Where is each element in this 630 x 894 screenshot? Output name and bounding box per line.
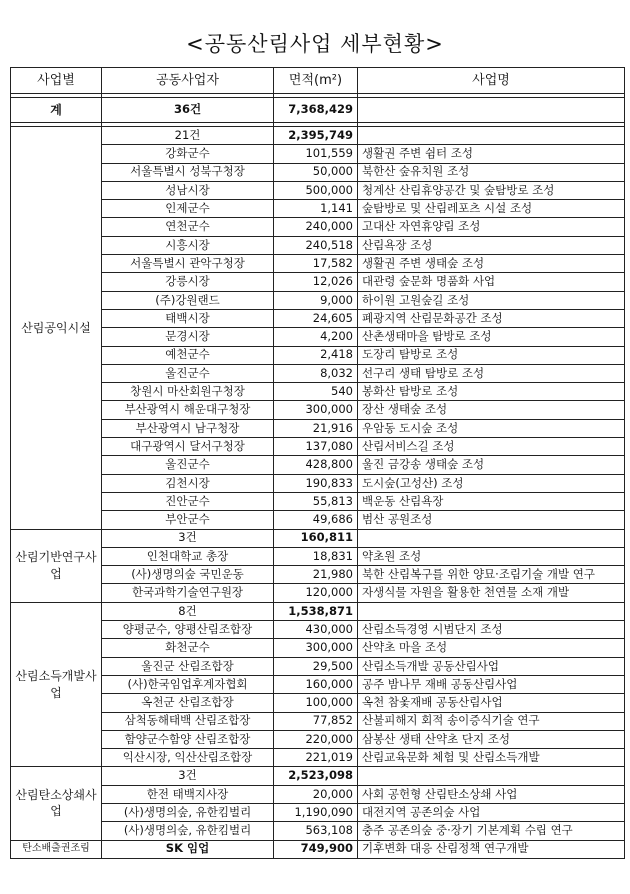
group-summary-row bbox=[11, 602, 625, 620]
table-row bbox=[11, 803, 625, 821]
table-row bbox=[11, 438, 625, 456]
table-row bbox=[11, 456, 625, 474]
area-cell: 300,000 bbox=[274, 401, 358, 419]
area-cell: 50,000 bbox=[274, 163, 358, 181]
table-row bbox=[11, 181, 625, 199]
business-cell: 범산 공원조성 bbox=[358, 511, 625, 529]
company-cell: 부산광역시 해운대구청장 bbox=[102, 401, 274, 419]
company-cell: (사)생명의숲 국민운동 bbox=[102, 566, 274, 584]
total-label: 계 bbox=[11, 98, 102, 123]
last-area: 749,900 bbox=[274, 840, 358, 858]
group-category: 산림공익시설 bbox=[11, 127, 102, 530]
business-cell: 생활권 주변 쉼터 조성 bbox=[358, 145, 625, 163]
area-cell: 220,000 bbox=[274, 730, 358, 748]
area-cell: 21,916 bbox=[274, 419, 358, 437]
total-count: 36건 bbox=[102, 98, 274, 123]
company-cell: 양평군수, 양평산림조합장 bbox=[102, 621, 274, 639]
area-cell: 120,000 bbox=[274, 584, 358, 602]
area-cell: 9,000 bbox=[274, 291, 358, 309]
area-cell: 240,000 bbox=[274, 218, 358, 236]
area-cell: 100,000 bbox=[274, 694, 358, 712]
table-row bbox=[11, 547, 625, 565]
area-cell: 17,582 bbox=[274, 255, 358, 273]
company-cell: 문경시장 bbox=[102, 328, 274, 346]
area-cell: 21,980 bbox=[274, 566, 358, 584]
company-cell: (사)생명의숲, 유한킴벌리 bbox=[102, 822, 274, 840]
table-row bbox=[11, 200, 625, 218]
group-count: 21건 bbox=[102, 127, 274, 145]
group-count: 3건 bbox=[102, 767, 274, 785]
company-cell: 김천시장 bbox=[102, 474, 274, 492]
business-cell: 숲탐방로 및 산림레포츠 시설 조성 bbox=[358, 200, 625, 218]
area-cell: 4,200 bbox=[274, 328, 358, 346]
company-cell: 한국과학기술연구원장 bbox=[102, 584, 274, 602]
header-row bbox=[11, 68, 625, 94]
business-cell: 도시숲(고성산) 조성 bbox=[358, 474, 625, 492]
area-cell: 137,080 bbox=[274, 438, 358, 456]
table-row bbox=[11, 639, 625, 657]
business-cell: 산불피해지 회적 송이증식기술 연구 bbox=[358, 712, 625, 730]
area-cell: 190,833 bbox=[274, 474, 358, 492]
header-area: 면적(m²) bbox=[274, 68, 358, 94]
table-row bbox=[11, 584, 625, 602]
company-cell: 예천군수 bbox=[102, 346, 274, 364]
area-cell: 428,800 bbox=[274, 456, 358, 474]
table-row bbox=[11, 419, 625, 437]
business-cell: 청계산 산림휴양공간 및 숲탐방로 조성 bbox=[358, 181, 625, 199]
table-row bbox=[11, 749, 625, 767]
area-cell: 221,019 bbox=[274, 749, 358, 767]
page-title: <공동산림사업 세부현황> bbox=[186, 32, 444, 56]
area-cell: 300,000 bbox=[274, 639, 358, 657]
company-cell: 진안군수 bbox=[102, 492, 274, 510]
business-cell: 폐광지역 산림문화공간 조성 bbox=[358, 309, 625, 327]
business-cell: 선구리 생태 탐방로 조성 bbox=[358, 364, 625, 382]
table-row bbox=[11, 492, 625, 510]
table-row bbox=[11, 675, 625, 693]
company-cell: 창원시 마산회원구청장 bbox=[102, 383, 274, 401]
header-business: 사업명 bbox=[358, 68, 625, 94]
area-cell: 101,559 bbox=[274, 145, 358, 163]
group-area: 160,811 bbox=[274, 529, 358, 547]
last-company: SK 임업 bbox=[102, 840, 274, 858]
project-table bbox=[10, 67, 625, 859]
header-company: 공동사업자 bbox=[102, 68, 274, 94]
total-area: 7,368,429 bbox=[274, 98, 358, 123]
company-cell: 시흥시장 bbox=[102, 236, 274, 254]
group-business bbox=[358, 602, 625, 620]
group-business bbox=[358, 529, 625, 547]
company-cell: 서울특별시 관악구청장 bbox=[102, 255, 274, 273]
company-cell: (주)강원랜드 bbox=[102, 291, 274, 309]
group-area: 1,538,871 bbox=[274, 602, 358, 620]
group-business bbox=[358, 127, 625, 145]
group-business bbox=[358, 767, 625, 785]
business-cell: 산림소득경영 시범단지 조성 bbox=[358, 621, 625, 639]
business-cell: 산림소득개발 공동산림사업 bbox=[358, 657, 625, 675]
table-row bbox=[11, 163, 625, 181]
table-row bbox=[11, 566, 625, 584]
area-cell: 2,418 bbox=[274, 346, 358, 364]
table-row bbox=[11, 309, 625, 327]
last-business: 기후변화 대응 산림정책 연구개발 bbox=[358, 840, 625, 858]
company-cell: 강릉시장 bbox=[102, 273, 274, 291]
area-cell: 18,831 bbox=[274, 547, 358, 565]
area-cell: 1,190,090 bbox=[274, 803, 358, 821]
area-cell: 55,813 bbox=[274, 492, 358, 510]
area-cell: 540 bbox=[274, 383, 358, 401]
business-cell: 약초원 조성 bbox=[358, 547, 625, 565]
table-row bbox=[11, 145, 625, 163]
group-area: 2,523,098 bbox=[274, 767, 358, 785]
area-cell: 29,500 bbox=[274, 657, 358, 675]
company-cell: 화천군수 bbox=[102, 639, 274, 657]
group-category: 산림탄소상쇄사업 bbox=[11, 767, 102, 840]
group-count: 8건 bbox=[102, 602, 274, 620]
company-cell: 강화군수 bbox=[102, 145, 274, 163]
business-cell: 대관령 숲문화 명품화 사업 bbox=[358, 273, 625, 291]
table-row bbox=[11, 785, 625, 803]
business-cell: 옥천 참옻재배 공동산림사업 bbox=[358, 694, 625, 712]
table-row bbox=[11, 255, 625, 273]
company-cell: 부산광역시 남구청장 bbox=[102, 419, 274, 437]
table-row bbox=[11, 621, 625, 639]
business-cell: 자생식물 자원을 활용한 천연물 소재 개발 bbox=[358, 584, 625, 602]
group-summary-row bbox=[11, 767, 625, 785]
business-cell: 산촌생태마을 탐방로 조성 bbox=[358, 328, 625, 346]
group-category: 산림소득개발사업 bbox=[11, 602, 102, 767]
business-cell: 고대산 자연휴양림 조성 bbox=[358, 218, 625, 236]
company-cell: 성남시장 bbox=[102, 181, 274, 199]
business-cell: 대전지역 공존의숲 사업 bbox=[358, 803, 625, 821]
area-cell: 430,000 bbox=[274, 621, 358, 639]
table-row bbox=[11, 328, 625, 346]
business-cell: 북한 산림복구를 위한 양묘·조림기술 개발 연구 bbox=[358, 566, 625, 584]
business-cell: 하이원 고원숲길 조성 bbox=[358, 291, 625, 309]
area-cell: 24,605 bbox=[274, 309, 358, 327]
table-row bbox=[11, 383, 625, 401]
group-summary-row bbox=[11, 529, 625, 547]
business-cell: 산림서비스길 조성 bbox=[358, 438, 625, 456]
area-cell: 8,032 bbox=[274, 364, 358, 382]
table-row bbox=[11, 346, 625, 364]
group-area: 2,395,749 bbox=[274, 127, 358, 145]
company-cell: 옥천군 산림조합장 bbox=[102, 694, 274, 712]
area-cell: 77,852 bbox=[274, 712, 358, 730]
table-row bbox=[11, 273, 625, 291]
table-row bbox=[11, 657, 625, 675]
company-cell: 서울특별시 성북구청장 bbox=[102, 163, 274, 181]
table-row bbox=[11, 694, 625, 712]
company-cell: 부안군수 bbox=[102, 511, 274, 529]
company-cell: 익산시장, 익산산림조합장 bbox=[102, 749, 274, 767]
business-cell: 도장리 탐방로 조성 bbox=[358, 346, 625, 364]
business-cell: 충주 공존의숲 중·장기 기본계획 수립 연구 bbox=[358, 822, 625, 840]
business-cell: 백운동 산림욕장 bbox=[358, 492, 625, 510]
business-cell: 북한산 숲유치원 조성 bbox=[358, 163, 625, 181]
area-cell: 240,518 bbox=[274, 236, 358, 254]
business-cell: 생활권 주변 생태숲 조성 bbox=[358, 255, 625, 273]
total-row bbox=[11, 98, 625, 123]
table-row-last bbox=[11, 840, 625, 858]
table-row bbox=[11, 291, 625, 309]
company-cell: 함양군수함양 산림조합장 bbox=[102, 730, 274, 748]
area-cell: 20,000 bbox=[274, 785, 358, 803]
business-cell: 사회 공헌형 산림탄소상쇄 사업 bbox=[358, 785, 625, 803]
table-row bbox=[11, 511, 625, 529]
company-cell: 인제군수 bbox=[102, 200, 274, 218]
table-row bbox=[11, 730, 625, 748]
table-row bbox=[11, 474, 625, 492]
group-count: 3건 bbox=[102, 529, 274, 547]
area-cell: 563,108 bbox=[274, 822, 358, 840]
company-cell: (사)생명의숲, 유한킴벌리 bbox=[102, 803, 274, 821]
company-cell: 울진군수 bbox=[102, 456, 274, 474]
business-cell: 산림교육문화 체험 및 산림소득개발 bbox=[358, 749, 625, 767]
company-cell: 연천군수 bbox=[102, 218, 274, 236]
area-cell: 160,000 bbox=[274, 675, 358, 693]
last-category: 탄소배출권조림 bbox=[11, 840, 102, 858]
group-category: 산림기반연구사업 bbox=[11, 529, 102, 602]
business-cell: 봉화산 탐방로 조성 bbox=[358, 383, 625, 401]
business-cell: 울진 금강송 생태숲 조성 bbox=[358, 456, 625, 474]
company-cell: 삼척동해태백 산림조합장 bbox=[102, 712, 274, 730]
company-cell: 울진군수 bbox=[102, 364, 274, 382]
business-cell: 삼봉산 생태 산약초 단지 조성 bbox=[358, 730, 625, 748]
business-cell: 공주 밤나무 재배 공동산림사업 bbox=[358, 675, 625, 693]
company-cell: 인천대학교 총장 bbox=[102, 547, 274, 565]
business-cell: 우암동 도시숲 조성 bbox=[358, 419, 625, 437]
company-cell: 태백시장 bbox=[102, 309, 274, 327]
header-category: 사업별 bbox=[11, 68, 102, 94]
table-row bbox=[11, 218, 625, 236]
area-cell: 49,686 bbox=[274, 511, 358, 529]
group-summary-row bbox=[11, 127, 625, 145]
table-row bbox=[11, 236, 625, 254]
total-business bbox=[358, 98, 625, 123]
company-cell: 울진군 산림조합장 bbox=[102, 657, 274, 675]
company-cell: 한전 태백지사장 bbox=[102, 785, 274, 803]
business-cell: 산약초 마을 조성 bbox=[358, 639, 625, 657]
company-cell: 대구광역시 달서구청장 bbox=[102, 438, 274, 456]
table-row bbox=[11, 401, 625, 419]
table-row bbox=[11, 822, 625, 840]
company-cell: (사)한국임업후계자협회 bbox=[102, 675, 274, 693]
table-row bbox=[11, 712, 625, 730]
business-cell: 산림욕장 조성 bbox=[358, 236, 625, 254]
area-cell: 12,026 bbox=[274, 273, 358, 291]
area-cell: 1,141 bbox=[274, 200, 358, 218]
business-cell: 장산 생태숲 조성 bbox=[358, 401, 625, 419]
table-row bbox=[11, 364, 625, 382]
area-cell: 500,000 bbox=[274, 181, 358, 199]
